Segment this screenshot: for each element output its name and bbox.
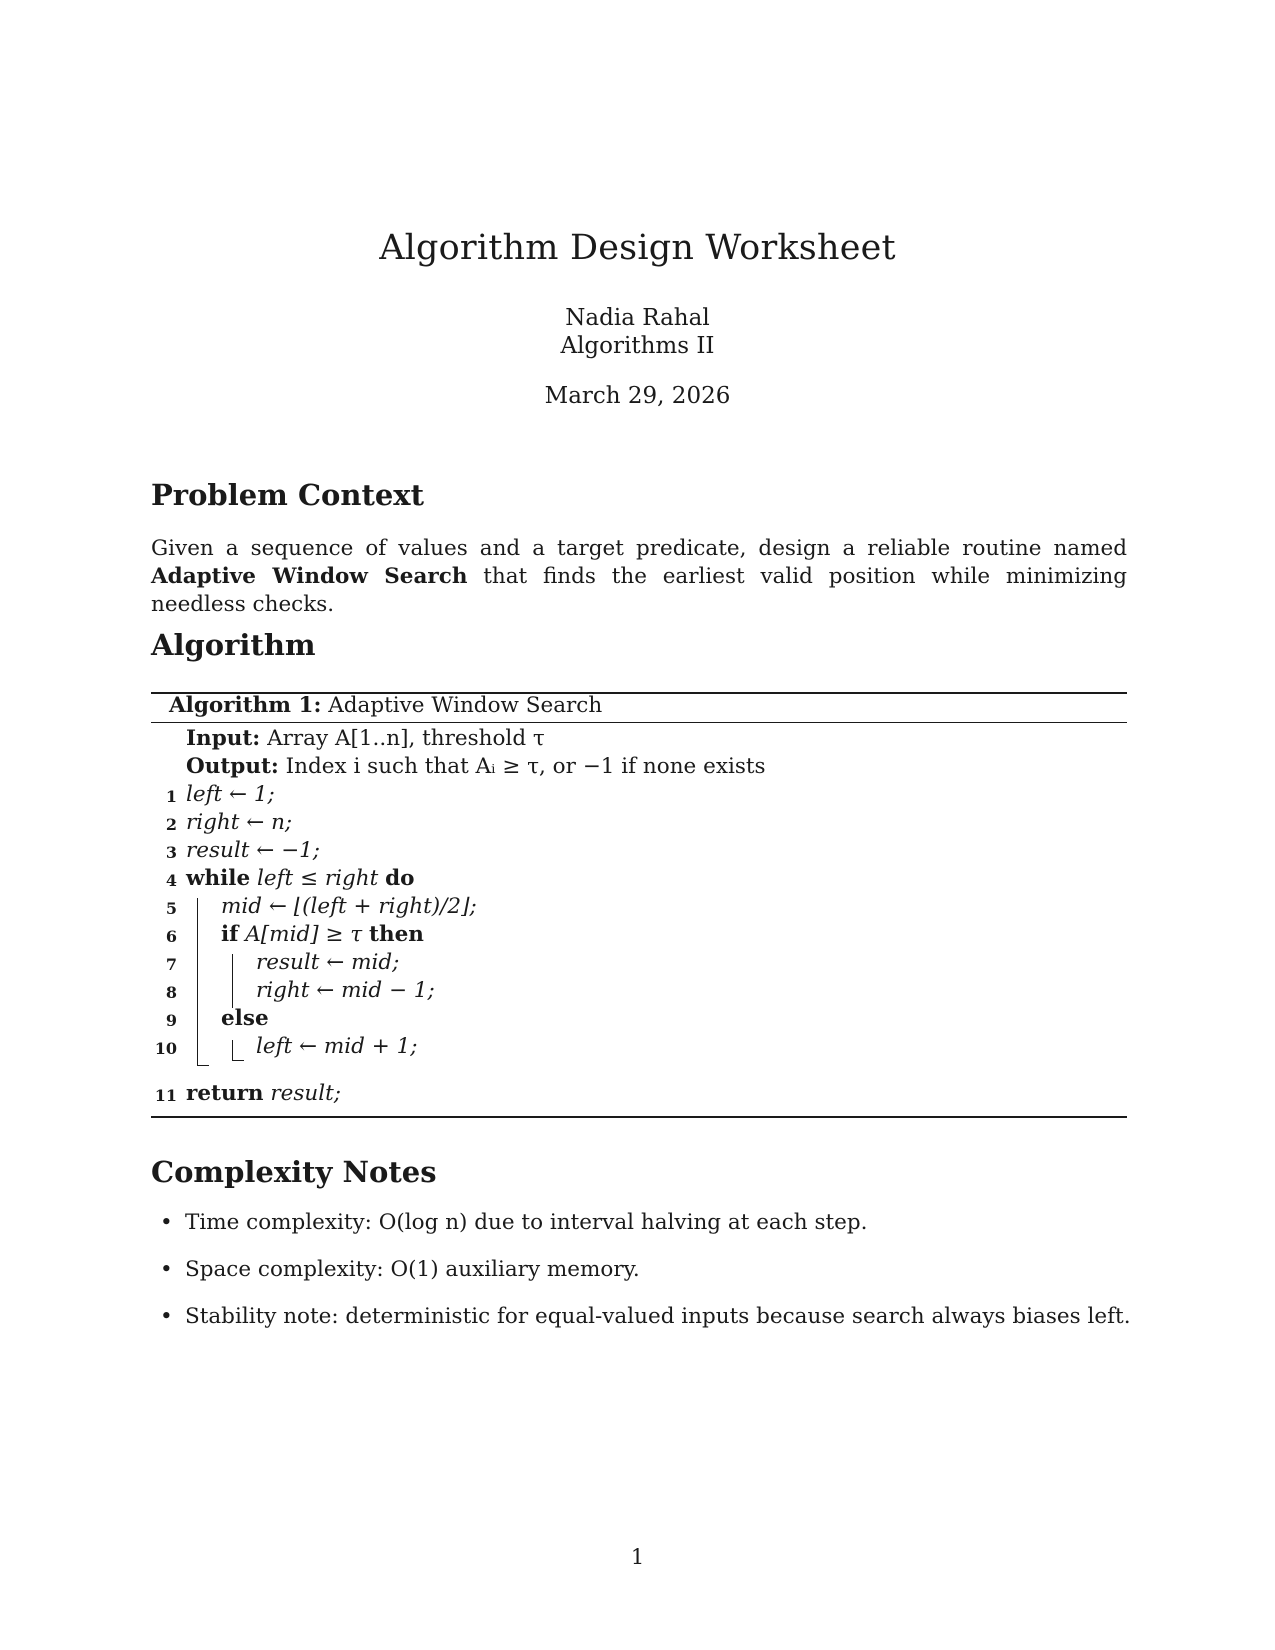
algo-line-9-else: else: [221, 1006, 269, 1031]
list-item: [151, 1208, 1151, 1255]
algorithm-box: [151, 692, 1127, 1118]
output-text: Index i such that Aᵢ ≥ τ, or −1 if none exists: [285, 754, 766, 779]
page-number: 1: [630, 1545, 645, 1569]
else-block-bar: [232, 1040, 233, 1060]
algorithm-input: [186, 726, 545, 751]
while-block-foot: [197, 1065, 209, 1066]
line-number: 8: [165, 983, 177, 1002]
keyword-return: return: [186, 1081, 264, 1106]
input-text: Array A[1..n], threshold τ: [267, 726, 545, 751]
section-heading-algorithm: Algorithm: [151, 628, 316, 662]
algorithm-bottom-rule: [151, 1116, 1127, 1118]
algorithm-output: [186, 754, 766, 779]
line-number: 3: [165, 843, 177, 862]
algo-line-1: left ← 1;: [186, 782, 275, 807]
problem-text-after: that finds the earliest valid position while minimizing needless checks.: [151, 564, 1127, 617]
output-label: Output:: [186, 754, 279, 779]
problem-context-paragraph: [151, 535, 1127, 619]
line-number: 10: [154, 1039, 177, 1058]
input-label: Input:: [186, 726, 261, 751]
algo-line-8: right ← mid − 1;: [256, 978, 435, 1003]
list-item: [151, 1255, 1151, 1302]
bullet-icon: •: [160, 1304, 173, 1329]
algo-line-3: result ← −1;: [186, 838, 321, 863]
algo-line-10: left ← mid + 1;: [256, 1034, 418, 1059]
line-number: 2: [165, 815, 177, 834]
line-number: 5: [165, 899, 177, 918]
algo-line-4: [186, 866, 415, 891]
author-name: Nadia Rahal: [565, 305, 710, 331]
list-item: [151, 1302, 1151, 1349]
line-number: 9: [165, 1011, 177, 1030]
bullet-text: Space complexity: O(1) auxiliary memory.: [185, 1257, 640, 1282]
line-number: 4: [165, 871, 177, 890]
return-value: result;: [270, 1081, 342, 1106]
keyword-do: do: [385, 866, 415, 891]
document-date: March 29, 2026: [544, 383, 731, 409]
problem-text-before: Given a sequence of values and a target predicate, design a reliable routine named: [151, 536, 1127, 561]
while-block-bar: [197, 898, 198, 1065]
keyword-then: then: [369, 922, 424, 947]
bullet-text: Time complexity: O(log n) due to interval halving at each step.: [185, 1210, 868, 1235]
course-name: Algorithms II: [560, 333, 715, 359]
else-block-foot: [232, 1060, 244, 1061]
keyword-if: if: [221, 922, 239, 947]
while-condition: left ≤ right: [257, 866, 379, 891]
line-number: 1: [165, 787, 177, 806]
line-number: 7: [165, 955, 177, 974]
document-title: Algorithm Design Worksheet: [379, 228, 896, 268]
if-condition: A[mid] ≥ τ: [245, 922, 363, 947]
algo-line-5: mid ← ⌊(left + right)/2⌋;: [221, 894, 477, 919]
keyword-while: while: [186, 866, 251, 891]
then-block-bar: [232, 954, 233, 1008]
algo-line-11: [186, 1081, 341, 1106]
bullet-text: Stability note: deterministic for equal-valued inputs because search always biases left.: [185, 1304, 1131, 1329]
complexity-list: [151, 1208, 1151, 1349]
algorithm-caption-title: Adaptive Window Search: [328, 693, 603, 718]
section-heading-complexity: Complexity Notes: [151, 1155, 437, 1189]
bullet-icon: •: [160, 1257, 173, 1282]
line-number: 6: [165, 927, 177, 946]
algorithm-caption-rule: [151, 722, 1127, 723]
algo-line-2: right ← n;: [186, 810, 293, 835]
algorithm-name-bold: Adaptive Window Search: [151, 564, 468, 589]
section-heading-problem-context: Problem Context: [151, 478, 424, 512]
bullet-icon: •: [160, 1210, 173, 1235]
algo-line-6: [221, 922, 424, 947]
line-number: 11: [154, 1086, 177, 1105]
algorithm-caption-label: Algorithm 1:: [169, 693, 322, 718]
algorithm-caption: [169, 693, 602, 718]
algo-line-7: result ← mid;: [256, 950, 400, 975]
